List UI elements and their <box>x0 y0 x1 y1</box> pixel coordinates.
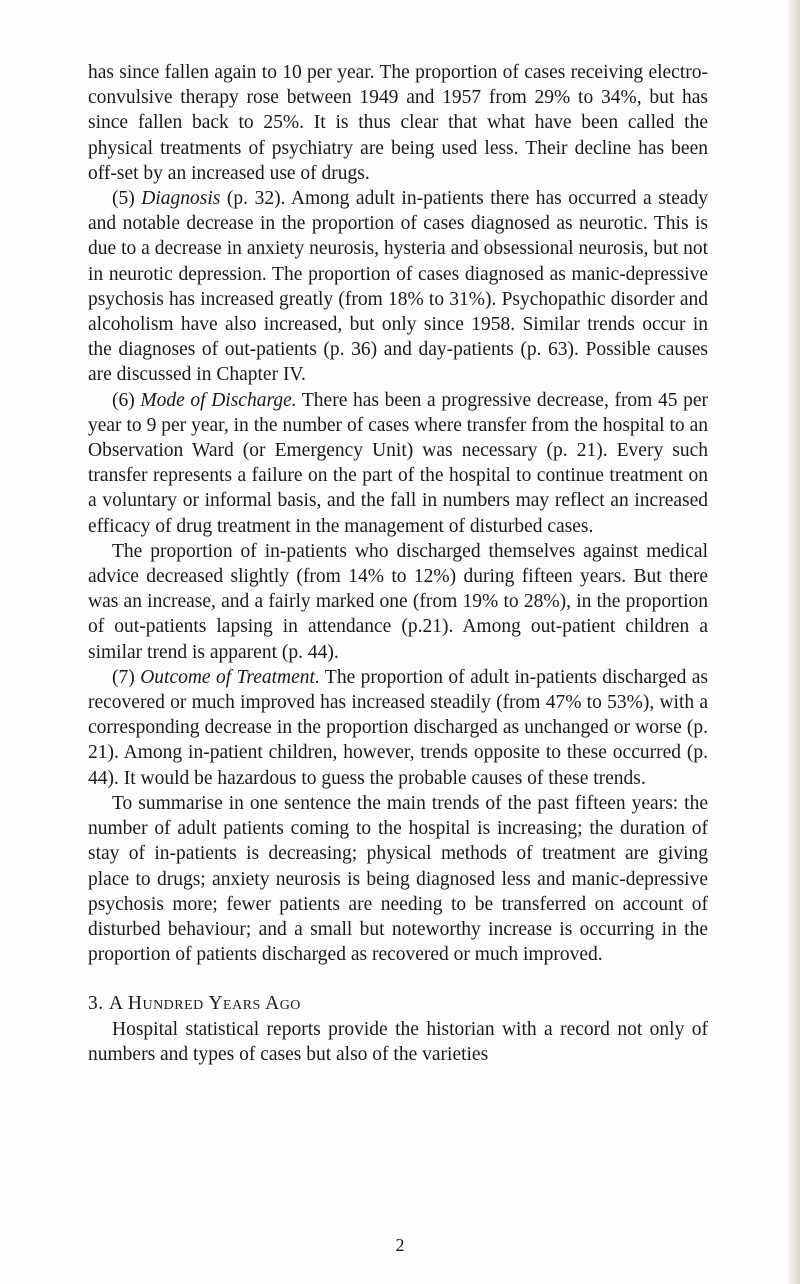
paragraph-text: There has been a progressive decrease, from 45 per year to 9 per year, in the number of cases where transfer from the hospital to an Observation Ward (or Emergency Unit) was necessary (p. 21). Every such transfer represents a failure on the part of the hospital to continue treatment on a voluntary or informal basis, and the fall in numbers may reflect an increased efficacy of drug treatment in the management of disturbed cases. <box>88 389 709 537</box>
paragraph-outcome-of-treatment <box>88 665 708 791</box>
section-title: A Hundred Years Ago <box>109 993 301 1015</box>
item-title: Diagnosis <box>141 188 221 210</box>
paragraph-text: To summarise in one sentence the main trends of the past fifteen years: the number of adult patients coming to the hospital is increasing; the duration of stay of in-patients is decreasing; physical methods of treatment are giving place to drugs; anxiety neurosis is being diagnosed less and manic-depressive psychosis more; fewer patients are needing to be transferred on account of disturbed behaviour; and a small but noteworthy increase is occurring in the proportion of patients discharged as recovered or much improved. <box>88 792 708 966</box>
paragraph-diagnosis <box>88 186 708 388</box>
page-edge-shadow <box>786 0 800 1284</box>
paragraph-text: (p. 32). Among adult in-patients there has occurred a steady and notable decrease in the proportion of cases diagnosed as neurotic. This is due to a decrease in anxiety neurosis, hysteria and obsessional neurosis, but not in neurotic depression. The proportion of cases diagnosed as manic-depressive psychosis has increased greatly (from 18% to 31%). Psychopathic disorder and alcoholism have also increased, but only since 1958. Similar trends occur in the diagnoses of out-patients (p. 36) and day-patients (p. 63). Possible causes are discussed in Chapter IV. <box>88 188 709 386</box>
item-number: (6) <box>112 389 135 411</box>
paragraph-text: Hospital statistical reports provide the historian with a record not only of numbers and types of cases but also of the varieties <box>88 1018 708 1065</box>
paragraph-text: The proportion of adult in-patients discharged as recovered or much improved has increased steadily (from 47% to 53%), with a corresponding decrease in the proportion discharged as unchanged or worse (p. 21). Among in-patient children, however, trends opposite to these occurred (p. 44). It would be hazardous to guess the probable causes of these trends. <box>88 666 709 789</box>
paragraph-self-discharge <box>88 539 708 665</box>
section-heading <box>88 991 708 1016</box>
section-number: 3. <box>88 993 104 1015</box>
body-text <box>88 60 708 1067</box>
item-title: Outcome of Treatment. <box>140 666 320 688</box>
paragraph-text: has since fallen again to 10 per year. The proportion of cases receiving electro-convulsive therapy rose between 1949 and 1957 from 29% to 34%, but has since fallen back to 25%. It is thus clear that what have been called the physical treatments of psychiatry are being used less. Their decline has been off-set by an increased use of drugs. <box>88 62 708 184</box>
item-title: Mode of Discharge. <box>140 389 297 411</box>
item-number: (5) <box>112 188 135 210</box>
paragraph-continuation <box>88 60 708 186</box>
paragraph-mode-of-discharge <box>88 388 708 539</box>
paragraph-summary <box>88 791 708 967</box>
paragraph-text: The proportion of in-patients who discharged themselves against medical advice decreased slightly (from 14% to 12%) during fifteen years. But there was an increase, and a fairly marked one (from 19% to 28%), in the proportion of out-patients lapsing in attendance (p.21). Among out-patient children a similar trend is apparent (p. 44). <box>88 540 708 663</box>
paragraph-section-intro <box>88 1017 708 1067</box>
item-number: (7) <box>112 666 135 688</box>
page-number: 2 <box>395 1235 405 1255</box>
